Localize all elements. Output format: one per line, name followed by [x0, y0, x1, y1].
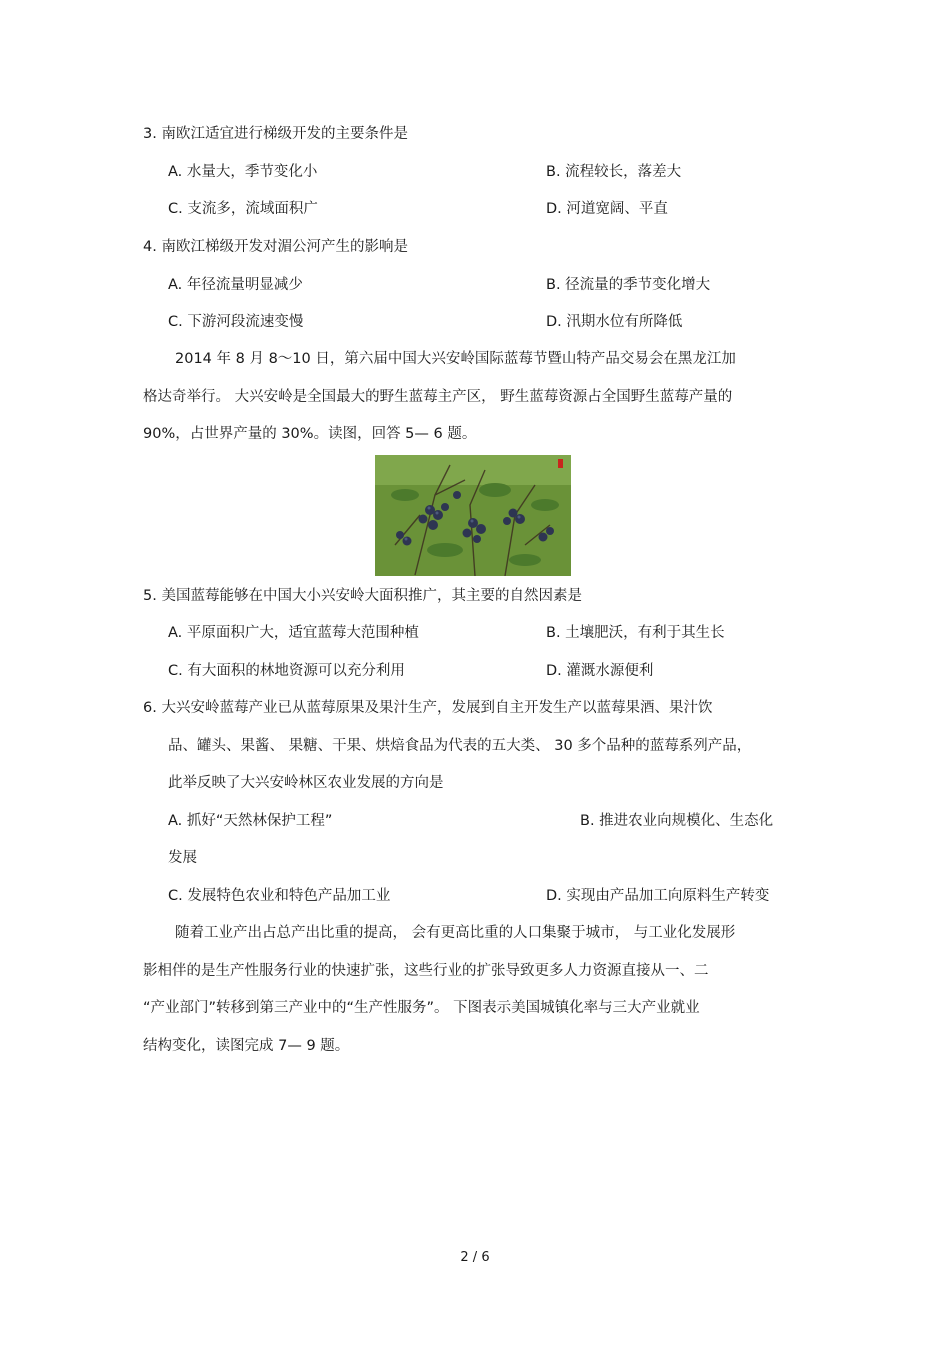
q4-option-a: A. 年径流量明显减少 [168, 277, 303, 293]
q6-option-c: C. 发展特色农业和特色产品加工业 [168, 888, 391, 904]
passage2-line3: “产业部门”转移到第三产业中的“生产性服务”。 下图表示美国城镇化率与三大产业就业 [143, 1000, 700, 1016]
q5-option-d: D. 灌溉水源便利 [546, 663, 654, 679]
q5-option-b: B. 土壤肥沃，有利于其生长 [546, 625, 725, 641]
q6-option-a: A. 抓好“天然林保护工程” [168, 813, 333, 829]
q3-option-a: A. 水量大，季节变化小 [168, 164, 318, 180]
passage1-line2: 格达奇举行。 大兴安岭是全国最大的野生蓝莓主产区， 野生蓝莓资源占全国野生蓝莓产量的 [143, 389, 733, 405]
page-number: 2 / 6 [460, 1250, 490, 1265]
q4-option-d: D. 汛期水位有所降低 [546, 314, 683, 330]
passage2-line2: 影相伴的是生产性服务行业的快速扩张，这些行业的扩张导致更多人力资源直接从一、二 [143, 963, 709, 979]
passage2-line4: 结构变化，读图完成 7— 9 题。 [143, 1038, 350, 1054]
q4-stem: 4. 南欧江梯级开发对湄公河产生的影响是 [143, 239, 408, 255]
q6-stem-line1: 6. 大兴安岭蓝莓产业已从蓝莓原果及果汁生产，发展到自主开发生产以蓝莓果酒、果汁饮 [143, 700, 713, 716]
q3-option-d: D. 河道宽阔、平直 [546, 201, 668, 217]
q6-option-b: B. 推进农业向规模化、生态化 [580, 813, 774, 829]
q5-option-c: C. 有大面积的林地资源可以充分利用 [168, 663, 405, 679]
q5-option-a: A. 平原面积广大，适宜蓝莓大范围种植 [168, 625, 419, 641]
q4-option-b: B. 径流量的季节变化增大 [546, 277, 711, 293]
q5-stem: 5. 美国蓝莓能够在中国大小兴安岭大面积推广，其主要的自然因素是 [143, 588, 582, 604]
blueberry-bush-photo [375, 455, 571, 576]
passage2-line1: 随着工业产出占总产出比重的提高， 会有更高比重的人口集聚于城市， 与工业化发展形 [175, 925, 736, 941]
q3-option-b: B. 流程较长，落差大 [546, 164, 682, 180]
q4-option-c: C. 下游河段流速变慢 [168, 314, 304, 330]
q3-stem: 3. 南欧江适宜进行梯级开发的主要条件是 [143, 126, 408, 142]
passage1-line1: 2014 年 8 月 8～10 日，第六届中国大兴安岭国际蓝莓节暨山特产品交易会在黑龙江加 [175, 351, 736, 367]
q3-option-c: C. 支流多，流域面积广 [168, 201, 318, 217]
q6-option-b-continued: 发展 [168, 850, 197, 866]
q6-stem-line2: 品、罐头、果酱、 果糖、干果、烘焙食品为代表的五大类、 30 多个品种的蓝莓系列产品， [168, 738, 752, 754]
passage1-line3: 90%，占世界产量的 30%。读图，回答 5— 6 题。 [143, 426, 477, 442]
q6-stem-line3: 此举反映了大兴安岭林区农业发展的方向是 [168, 775, 444, 791]
q6-option-d: D. 实现由产品加工向原料生产转变 [546, 888, 770, 904]
